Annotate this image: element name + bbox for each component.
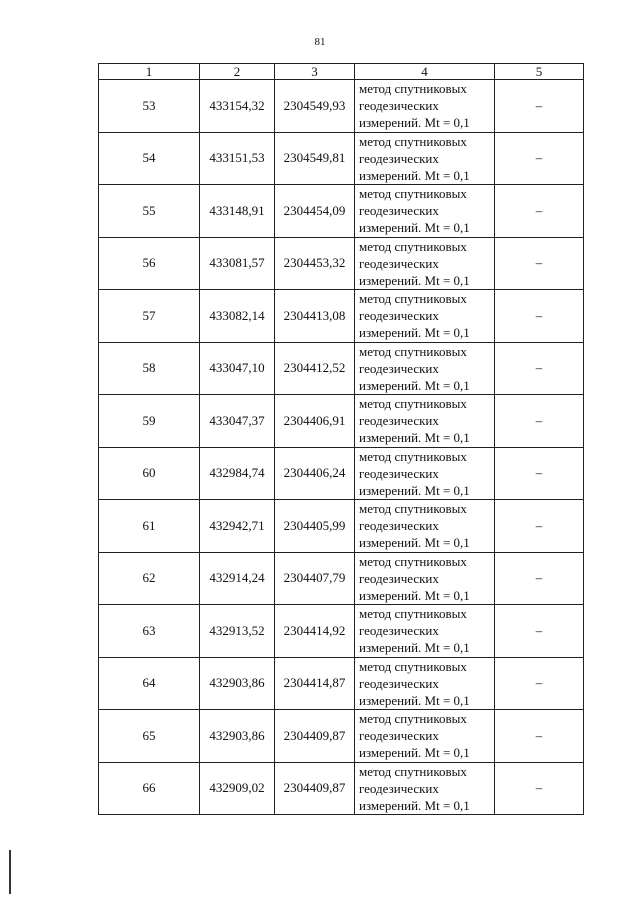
table-row: [99, 552, 584, 605]
point-number-cell: 58: [99, 342, 200, 395]
header-cell-1: 1: [99, 64, 200, 80]
method-line: измерений. Mt = 0,1: [359, 115, 470, 131]
method-cell: [355, 710, 495, 763]
method-line: метод спутниковых: [359, 763, 467, 779]
method-line: геодезических: [359, 150, 439, 166]
method-line: метод спутниковых: [359, 501, 467, 517]
margin-mark: [9, 850, 11, 894]
table-row: [99, 762, 584, 815]
method-line: измерений. Mt = 0,1: [359, 220, 470, 236]
method-line: измерений. Mt = 0,1: [359, 640, 470, 656]
description-cell: –: [495, 80, 584, 133]
method-line: геодезических: [359, 623, 439, 639]
point-number-cell: 53: [99, 80, 200, 133]
method-line: измерений. Mt = 0,1: [359, 692, 470, 708]
description-cell: –: [495, 290, 584, 343]
method-cell: [355, 657, 495, 710]
method-line: геодезических: [359, 570, 439, 586]
point-number-cell: 62: [99, 552, 200, 605]
x-coordinate-cell: 432913,52: [200, 605, 275, 658]
method-cell: [355, 605, 495, 658]
method-cell: [355, 342, 495, 395]
description-cell: –: [495, 447, 584, 500]
table-row: [99, 342, 584, 395]
table-row: [99, 237, 584, 290]
method-line: измерений. Mt = 0,1: [359, 587, 470, 603]
method-line: метод спутниковых: [359, 711, 467, 727]
method-line: метод спутниковых: [359, 396, 467, 412]
x-coordinate-cell: 432984,74: [200, 447, 275, 500]
method-line: метод спутниковых: [359, 553, 467, 569]
header-row: [99, 64, 584, 80]
table-row: [99, 605, 584, 658]
y-coordinate-cell: 2304407,79: [275, 552, 355, 605]
description-cell: –: [495, 657, 584, 710]
y-coordinate-cell: 2304549,81: [275, 132, 355, 185]
method-line: геодезических: [359, 780, 439, 796]
method-cell: [355, 500, 495, 553]
table-header: [99, 64, 584, 80]
method-line: геодезических: [359, 360, 439, 376]
table-row: [99, 132, 584, 185]
method-cell: [355, 395, 495, 448]
x-coordinate-cell: 433151,53: [200, 132, 275, 185]
table-row: [99, 657, 584, 710]
description-cell: –: [495, 605, 584, 658]
description-cell: –: [495, 500, 584, 553]
method-cell: [355, 290, 495, 343]
method-cell: [355, 447, 495, 500]
x-coordinate-cell: 432903,86: [200, 710, 275, 763]
method-line: метод спутниковых: [359, 448, 467, 464]
y-coordinate-cell: 2304454,09: [275, 185, 355, 238]
method-line: измерений. Mt = 0,1: [359, 797, 470, 813]
description-cell: –: [495, 762, 584, 815]
table-row: [99, 395, 584, 448]
x-coordinate-cell: 432914,24: [200, 552, 275, 605]
x-coordinate-cell: 433082,14: [200, 290, 275, 343]
description-cell: –: [495, 710, 584, 763]
method-cell: [355, 132, 495, 185]
page-number: 81: [314, 36, 326, 48]
method-cell: [355, 185, 495, 238]
point-number-cell: 65: [99, 710, 200, 763]
description-cell: –: [495, 342, 584, 395]
method-line: геодезических: [359, 518, 439, 534]
method-line: геодезических: [359, 308, 439, 324]
header-cell-2: 2: [200, 64, 275, 80]
method-line: метод спутниковых: [359, 133, 467, 149]
description-cell: –: [495, 132, 584, 185]
method-line: геодезических: [359, 728, 439, 744]
x-coordinate-cell: 433154,32: [200, 80, 275, 133]
method-line: измерений. Mt = 0,1: [359, 430, 470, 446]
method-line: метод спутниковых: [359, 291, 467, 307]
method-line: геодезических: [359, 255, 439, 271]
method-cell: [355, 237, 495, 290]
table-row: [99, 710, 584, 763]
method-cell: [355, 762, 495, 815]
point-number-cell: 61: [99, 500, 200, 553]
coordinates-table: [98, 63, 584, 815]
method-line: метод спутниковых: [359, 81, 467, 97]
description-cell: –: [495, 395, 584, 448]
method-line: измерений. Mt = 0,1: [359, 167, 470, 183]
x-coordinate-cell: 433047,10: [200, 342, 275, 395]
header-cell-5: 5: [495, 64, 584, 80]
method-cell: [355, 552, 495, 605]
x-coordinate-cell: 433081,57: [200, 237, 275, 290]
y-coordinate-cell: 2304406,24: [275, 447, 355, 500]
y-coordinate-cell: 2304409,87: [275, 710, 355, 763]
method-line: измерений. Mt = 0,1: [359, 535, 470, 551]
y-coordinate-cell: 2304405,99: [275, 500, 355, 553]
method-line: геодезических: [359, 203, 439, 219]
x-coordinate-cell: 432909,02: [200, 762, 275, 815]
y-coordinate-cell: 2304414,87: [275, 657, 355, 710]
method-cell: [355, 80, 495, 133]
method-line: геодезических: [359, 413, 439, 429]
x-coordinate-cell: 433148,91: [200, 185, 275, 238]
table-row: [99, 447, 584, 500]
method-line: измерений. Mt = 0,1: [359, 377, 470, 393]
method-line: метод спутниковых: [359, 186, 467, 202]
method-line: метод спутниковых: [359, 343, 467, 359]
x-coordinate-cell: 432903,86: [200, 657, 275, 710]
description-cell: –: [495, 237, 584, 290]
method-line: метод спутниковых: [359, 658, 467, 674]
y-coordinate-cell: 2304412,52: [275, 342, 355, 395]
method-line: измерений. Mt = 0,1: [359, 325, 470, 341]
y-coordinate-cell: 2304549,93: [275, 80, 355, 133]
x-coordinate-cell: 432942,71: [200, 500, 275, 553]
y-coordinate-cell: 2304414,92: [275, 605, 355, 658]
description-cell: –: [495, 552, 584, 605]
y-coordinate-cell: 2304453,32: [275, 237, 355, 290]
y-coordinate-cell: 2304409,87: [275, 762, 355, 815]
point-number-cell: 56: [99, 237, 200, 290]
point-number-cell: 64: [99, 657, 200, 710]
point-number-cell: 59: [99, 395, 200, 448]
header-cell-3: 3: [275, 64, 355, 80]
point-number-cell: 57: [99, 290, 200, 343]
table-row: [99, 290, 584, 343]
method-line: метод спутниковых: [359, 606, 467, 622]
table-row: [99, 500, 584, 553]
point-number-cell: 60: [99, 447, 200, 500]
y-coordinate-cell: 2304406,91: [275, 395, 355, 448]
method-line: измерений. Mt = 0,1: [359, 272, 470, 288]
table-row: [99, 185, 584, 238]
point-number-cell: 66: [99, 762, 200, 815]
method-line: метод спутниковых: [359, 238, 467, 254]
method-line: геодезических: [359, 465, 439, 481]
table-body: [99, 80, 584, 815]
x-coordinate-cell: 433047,37: [200, 395, 275, 448]
point-number-cell: 55: [99, 185, 200, 238]
point-number-cell: 54: [99, 132, 200, 185]
method-line: измерений. Mt = 0,1: [359, 745, 470, 761]
y-coordinate-cell: 2304413,08: [275, 290, 355, 343]
method-line: геодезических: [359, 98, 439, 114]
header-cell-4: 4: [355, 64, 495, 80]
method-line: измерений. Mt = 0,1: [359, 482, 470, 498]
table-row: [99, 80, 584, 133]
point-number-cell: 63: [99, 605, 200, 658]
method-line: геодезических: [359, 675, 439, 691]
description-cell: –: [495, 185, 584, 238]
